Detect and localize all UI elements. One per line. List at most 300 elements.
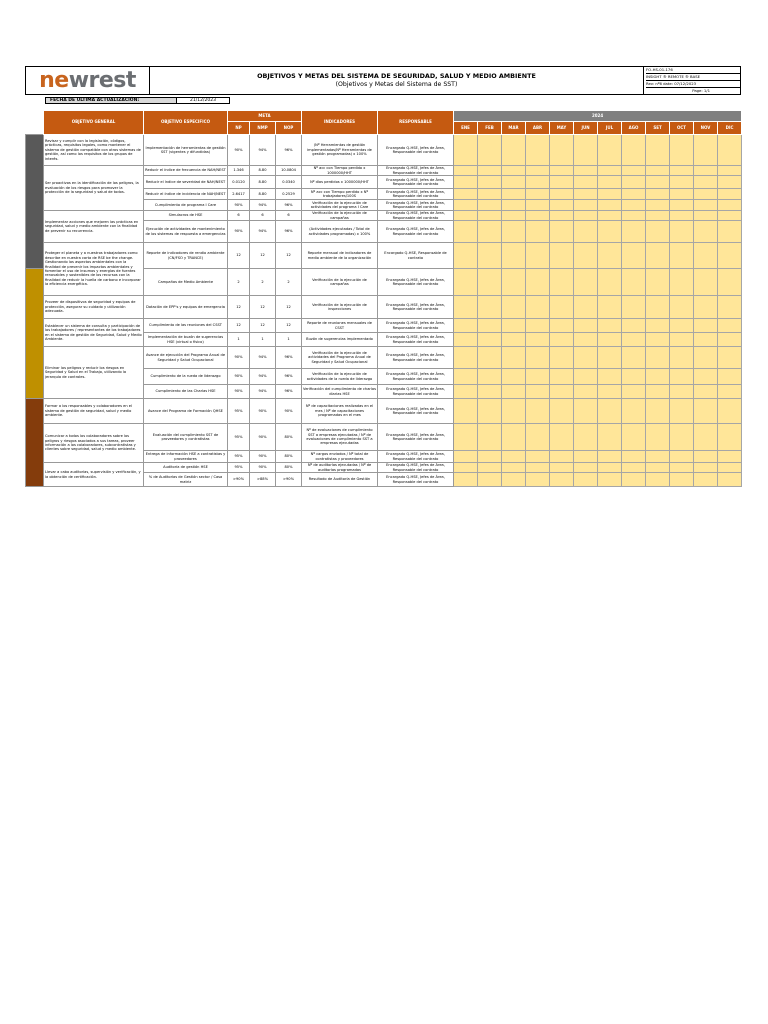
- table-row: [26, 399, 742, 424]
- month-cell: [478, 189, 502, 200]
- table-cell: Dotación de EPP's y equipos de emergencia: [144, 296, 228, 319]
- col-month-ago: AGO: [622, 122, 646, 135]
- month-cell: [670, 369, 694, 385]
- table-cell: Encargado Q-HSE, Jefes de Área, Responsable del contrato: [378, 166, 454, 176]
- col-objetivo-especifico: OBJETIVO ESPECIFICO: [144, 111, 228, 135]
- month-cell: [646, 166, 670, 176]
- col-month-nov: NOV: [694, 122, 718, 135]
- month-cell: [526, 424, 550, 451]
- table-cell: 90%: [250, 424, 276, 451]
- month-cell: [502, 347, 526, 369]
- month-cell: [574, 319, 598, 333]
- month-cell: [670, 451, 694, 463]
- document-header: [25, 66, 741, 95]
- month-cell: [454, 296, 478, 319]
- month-cell: [622, 243, 646, 269]
- table-cell: Encargado Q-HSE, Responsable de contrato: [378, 243, 454, 269]
- month-cell: [502, 135, 526, 166]
- month-cell: [670, 269, 694, 296]
- month-cell: [622, 200, 646, 211]
- last-update-label: FECHA DE ULTIMA ACTUALIZACIÓN:: [46, 98, 177, 103]
- month-cell: [454, 369, 478, 385]
- month-cell: [646, 347, 670, 369]
- month-cell: [526, 385, 550, 399]
- table-cell: Encargado Q-HSE, Jefes de Área, Responsable del contrato: [378, 473, 454, 487]
- table-cell: Comunicar a todos los colaboradores sobre los peligros y riesgos asociados a sus tareas, proveer información a los colaboradores, subcontratistas y clientes sobre seguridad, salud y medio ambiente.: [44, 424, 144, 463]
- month-cell: [454, 243, 478, 269]
- table-cell: 1: [250, 333, 276, 347]
- document-code: FO-HS-01-176: [646, 67, 740, 74]
- month-cell: [646, 463, 670, 473]
- col-month-jun: JUN: [574, 122, 598, 135]
- table-cell: Encargado Q-HSE, Jefes de Área, Responsable del contrato: [378, 424, 454, 451]
- table-cell: >88%: [250, 473, 276, 487]
- month-cell: [526, 211, 550, 221]
- document-sheet: [25, 66, 741, 484]
- table-cell: 12: [276, 319, 302, 333]
- month-cell: [526, 347, 550, 369]
- month-cell: [646, 451, 670, 463]
- month-cell: [622, 473, 646, 487]
- table-cell: 95%: [228, 399, 250, 424]
- month-cell: [574, 176, 598, 189]
- month-cell: [574, 221, 598, 243]
- month-cell: [502, 319, 526, 333]
- month-cell: [478, 424, 502, 451]
- table-cell: Llevar a cabo auditorías, supervisión y verificación, y la obtención de certificación.: [44, 463, 144, 487]
- month-cell: [646, 269, 670, 296]
- col-np: NP: [228, 122, 250, 135]
- table-cell: 6: [250, 211, 276, 221]
- month-cell: [646, 221, 670, 243]
- table-cell: 95%: [228, 451, 250, 463]
- category-proactivos: [26, 399, 44, 487]
- month-cell: [694, 166, 718, 176]
- month-cell: [526, 451, 550, 463]
- table-cell: 90%: [228, 200, 250, 211]
- month-cell: [574, 200, 598, 211]
- table-cell: Nº días perdidos x 1000000/HHT: [302, 176, 378, 189]
- month-cell: [622, 221, 646, 243]
- month-cell: [478, 399, 502, 424]
- month-cell: [694, 296, 718, 319]
- month-cell: [598, 189, 622, 200]
- table-cell: 95%: [228, 424, 250, 451]
- table-cell: 12: [228, 296, 250, 319]
- month-cell: [694, 243, 718, 269]
- month-cell: [718, 176, 742, 189]
- month-cell: [598, 200, 622, 211]
- month-cell: [454, 176, 478, 189]
- table-cell: Encargado Q-HSE, Jefes de Área, Responsable del contrato: [378, 463, 454, 473]
- month-cell: [502, 296, 526, 319]
- col-month-may: MAY: [550, 122, 574, 135]
- month-cell: [598, 269, 622, 296]
- month-cell: [646, 200, 670, 211]
- month-cell: [670, 463, 694, 473]
- month-cell: [718, 135, 742, 166]
- month-cell: [502, 243, 526, 269]
- document-title-block: [150, 67, 644, 94]
- table-cell: 8.80: [250, 189, 276, 200]
- month-cell: [646, 333, 670, 347]
- table-cell: Verificación de la ejecución de actividades del programa I Care: [302, 200, 378, 211]
- table-cell: Entrega de información HSE a contratistas y proveedores: [144, 451, 228, 463]
- month-cell: [718, 243, 742, 269]
- month-cell: [694, 319, 718, 333]
- month-cell: [670, 176, 694, 189]
- month-cell: [526, 243, 550, 269]
- col-month-ene: ENE: [454, 122, 478, 135]
- table-cell: Encargado Q-HSE, Jefes de Área, Responsable del contrato: [378, 385, 454, 399]
- month-cell: [478, 166, 502, 176]
- month-cell: [454, 399, 478, 424]
- month-cell: [550, 296, 574, 319]
- table-cell: 96%: [276, 347, 302, 369]
- table-cell: Cumplimiento de programa I Care: [144, 200, 228, 211]
- month-cell: [646, 385, 670, 399]
- month-cell: [502, 176, 526, 189]
- table-cell: 90%: [276, 399, 302, 424]
- month-cell: [454, 166, 478, 176]
- table-cell: Encargado Q-HSE, Jefes de Área, Responsable del contrato: [378, 399, 454, 424]
- month-cell: [622, 211, 646, 221]
- month-cell: [622, 347, 646, 369]
- month-cell: [622, 399, 646, 424]
- month-cell: [718, 211, 742, 221]
- month-cell: [718, 473, 742, 487]
- month-cell: [502, 333, 526, 347]
- month-cell: [718, 269, 742, 296]
- table-cell: Formar a los responsables y colaboradores en el sistema de gestión de seguridad, salud y medio ambiente.: [44, 399, 144, 424]
- month-cell: [646, 243, 670, 269]
- table-cell: 90%: [250, 463, 276, 473]
- month-cell: [478, 451, 502, 463]
- month-cell: [550, 211, 574, 221]
- month-cell: [574, 463, 598, 473]
- table-cell: 0.2529: [276, 189, 302, 200]
- table-cell: Resultado de Auditoría de Gestión: [302, 473, 378, 487]
- table-cell: 94%: [250, 135, 276, 166]
- month-cell: [502, 189, 526, 200]
- document-title: OBJETIVOS Y METAS DEL SISTEMA DE SEGURIDAD, SALUD Y MEDIO AMBIENTE: [257, 72, 536, 80]
- table-cell: 12: [250, 296, 276, 319]
- col-month-mar: MAR: [502, 122, 526, 135]
- table-cell: Implementación de herramientas de gestión SST (vigentes y difundidas): [144, 135, 228, 166]
- month-cell: [454, 463, 478, 473]
- month-cell: [574, 269, 598, 296]
- month-cell: [478, 135, 502, 166]
- table-cell: Reducir el índice de frecuencia de NAH/NEST: [144, 166, 228, 176]
- table-cell: Encargado Q-HSE, Jefes de Área, Responsable del contrato: [378, 451, 454, 463]
- table-cell: Ejecución de actividades de mantenimiento de los sistemas de respuesta a emergencias: [144, 221, 228, 243]
- month-cell: [694, 385, 718, 399]
- table-cell: Reporte mensual de indicadores de medio ambiente de la organización: [302, 243, 378, 269]
- table-cell: 12: [276, 243, 302, 269]
- table-cell: Evaluación del cumplimiento SST de proveedores y contratistas: [144, 424, 228, 451]
- month-cell: [550, 333, 574, 347]
- month-cell: [694, 463, 718, 473]
- month-cell: [670, 333, 694, 347]
- table-cell: 94%: [250, 221, 276, 243]
- month-cell: [694, 189, 718, 200]
- month-cell: [526, 319, 550, 333]
- table-row: [26, 319, 742, 333]
- table-cell: Ser proactivos en la identificación de los peligros, la evaluación de los riesgos para promover la protección de la seguridad y salud de todos.: [44, 166, 144, 211]
- table-cell: 8.80: [250, 176, 276, 189]
- month-cell: [598, 463, 622, 473]
- month-cell: [694, 399, 718, 424]
- month-cell: [526, 200, 550, 211]
- table-cell: 94%: [250, 347, 276, 369]
- month-cell: [694, 369, 718, 385]
- month-cell: [694, 221, 718, 243]
- table-cell: Nº de auditorías ejecutadas / Nº de auditorías programadas: [302, 463, 378, 473]
- month-cell: [622, 369, 646, 385]
- month-cell: [502, 451, 526, 463]
- month-cell: [574, 333, 598, 347]
- table-cell: 12: [250, 243, 276, 269]
- month-cell: [670, 166, 694, 176]
- table-cell: (Nº Herramientas de gestión implementadas/Nº Herramientas de gestión programadas) x 100%: [302, 135, 378, 166]
- table-cell: 6: [228, 211, 250, 221]
- month-cell: [646, 424, 670, 451]
- table-cell: 90%: [228, 385, 250, 399]
- month-cell: [574, 243, 598, 269]
- month-cell: [526, 221, 550, 243]
- table-cell: Avance del Programa de Formación QHSE: [144, 399, 228, 424]
- month-cell: [478, 319, 502, 333]
- month-cell: [598, 385, 622, 399]
- month-cell: [598, 451, 622, 463]
- table-cell: Implementar acciones que mejoren las prácticas en seguridad, salud y medio ambiente con la finalidad de prevenir su recurrencia.: [44, 211, 144, 243]
- table-cell: 94%: [250, 369, 276, 385]
- month-cell: [502, 424, 526, 451]
- month-cell: [574, 347, 598, 369]
- table-row: [26, 135, 742, 166]
- month-cell: [622, 176, 646, 189]
- month-cell: [598, 424, 622, 451]
- table-row: [26, 424, 742, 451]
- month-cell: [598, 473, 622, 487]
- month-cell: [718, 333, 742, 347]
- month-cell: [526, 135, 550, 166]
- month-cell: [670, 347, 694, 369]
- month-cell: [574, 135, 598, 166]
- table-cell: 1: [276, 333, 302, 347]
- month-cell: [694, 473, 718, 487]
- col-objetivo-general: OBJETIVO GENERAL: [44, 111, 144, 135]
- month-cell: [574, 296, 598, 319]
- month-cell: [478, 369, 502, 385]
- month-cell: [526, 333, 550, 347]
- month-cell: [502, 221, 526, 243]
- month-cell: [478, 269, 502, 296]
- table-cell: Cumplimiento de la rueda de liderazgo: [144, 369, 228, 385]
- table-cell: Encargado Q-HSE, Jefes de Área, Responsable del contrato: [378, 369, 454, 385]
- month-cell: [622, 333, 646, 347]
- month-cell: [502, 211, 526, 221]
- table-cell: 10.0804: [276, 166, 302, 176]
- table-cell: 0.0120: [228, 176, 250, 189]
- month-cell: [478, 176, 502, 189]
- table-cell: Nº de capacitaciones realizadas en el mes / Nº de capacitaciones programadas en el mes: [302, 399, 378, 424]
- table-cell: Verificación del cumplimiento de charlas diarias HSE: [302, 385, 378, 399]
- month-cell: [646, 399, 670, 424]
- month-cell: [550, 166, 574, 176]
- month-cell: [646, 319, 670, 333]
- month-cell: [718, 451, 742, 463]
- table-cell: 90%: [228, 221, 250, 243]
- month-cell: [622, 189, 646, 200]
- table-cell: Proveer de dispositivos de seguridad y equipos de protección, asegurar su cuidado y utilización adecuada.: [44, 296, 144, 319]
- table-cell: Verificación de la ejecución de campañas: [302, 211, 378, 221]
- month-cell: [574, 424, 598, 451]
- month-cell: [694, 200, 718, 211]
- month-cell: [718, 347, 742, 369]
- month-cell: [550, 200, 574, 211]
- table-cell: >90%: [228, 473, 250, 487]
- table-row: [26, 166, 742, 176]
- month-cell: [574, 399, 598, 424]
- table-cell: 12: [250, 319, 276, 333]
- month-cell: [478, 385, 502, 399]
- table-cell: 2: [250, 269, 276, 296]
- col-nmp: NMP: [250, 122, 276, 135]
- col-month-feb: FEB: [478, 122, 502, 135]
- month-cell: [598, 347, 622, 369]
- table-cell: 96%: [276, 385, 302, 399]
- month-cell: [478, 296, 502, 319]
- month-cell: [598, 369, 622, 385]
- month-cell: [598, 296, 622, 319]
- document-revision: Rev: nº6 date: 07/12/2023: [646, 81, 740, 88]
- document-area: INSIGHT ® REMOTE ® BASE: [646, 74, 740, 81]
- table-cell: 96%: [276, 369, 302, 385]
- month-cell: [502, 399, 526, 424]
- month-cell: [646, 296, 670, 319]
- table-cell: Reducir el índice de incidencia de NAH/NEST: [144, 189, 228, 200]
- month-cell: [454, 269, 478, 296]
- month-cell: [550, 424, 574, 451]
- table-row: [26, 347, 742, 369]
- month-cell: [454, 221, 478, 243]
- month-cell: [478, 473, 502, 487]
- month-cell: [478, 200, 502, 211]
- last-update-row: [45, 97, 230, 104]
- month-cell: [502, 200, 526, 211]
- month-cell: [550, 451, 574, 463]
- table-cell: Verificación de la ejecución de actividades del Programa Anual de Seguridad y Salud Ocupacional: [302, 347, 378, 369]
- month-cell: [670, 189, 694, 200]
- month-cell: [478, 463, 502, 473]
- table-cell: Establecer un sistema de consulta y participación de los trabajadores / representantes de los trabajadores en el sistema de gestión de Seguridad, Salud y Medio Ambiente.: [44, 319, 144, 347]
- month-cell: [598, 135, 622, 166]
- month-cell: [670, 200, 694, 211]
- month-cell: [550, 369, 574, 385]
- col-month-abr: ABR: [526, 122, 550, 135]
- table-cell: Eliminar los peligros y reducir los riesgos en Seguridad y Salud en el Trabajo, utilizando la jerarquía de controles.: [44, 347, 144, 399]
- table-cell: Encargado Q-HSE, Jefes de Área, Responsable del contrato: [378, 319, 454, 333]
- table-cell: Reporte de reuniones mensuales de CSST: [302, 319, 378, 333]
- table-cell: Encargado Q-HSE, Jefes de Área, Responsable del contrato: [378, 200, 454, 211]
- table-cell: Encargado Q-HSE, Jefes de Área, Responsable del contrato: [378, 347, 454, 369]
- month-cell: [622, 385, 646, 399]
- table-cell: Campañas de Medio Ambiente: [144, 269, 228, 296]
- month-cell: [454, 333, 478, 347]
- table-cell: Avance de ejecución del Programa Anual de Seguridad y Salud Ocupacional: [144, 347, 228, 369]
- table-cell: Verificación de la ejecución de inspecciones: [302, 296, 378, 319]
- month-cell: [550, 347, 574, 369]
- table-cell: Encargado Q-HSE, Jefes de Área, Responsable del contrato: [378, 333, 454, 347]
- table-cell: Encargado Q-HSE, Jefes de Área, Responsable del contrato: [378, 296, 454, 319]
- month-cell: [502, 473, 526, 487]
- month-cell: [526, 296, 550, 319]
- table-cell: 12: [228, 243, 250, 269]
- month-cell: [526, 166, 550, 176]
- month-cell: [574, 385, 598, 399]
- month-cell: [670, 319, 694, 333]
- month-cell: [718, 166, 742, 176]
- table-cell: 90%: [228, 347, 250, 369]
- month-cell: [694, 211, 718, 221]
- month-cell: [454, 385, 478, 399]
- objectives-table: [25, 110, 742, 487]
- month-cell: [694, 424, 718, 451]
- month-cell: [550, 243, 574, 269]
- month-cell: [478, 221, 502, 243]
- month-cell: [718, 189, 742, 200]
- table-cell: (Actividades ejecutadas / Total de actividades programadas) x 100%: [302, 221, 378, 243]
- table-row: [26, 211, 742, 221]
- month-cell: [670, 399, 694, 424]
- table-cell: Reducir el índice de severidad de NAH/NEST: [144, 176, 228, 189]
- month-cell: [526, 269, 550, 296]
- month-cell: [526, 189, 550, 200]
- month-cell: [670, 385, 694, 399]
- table-cell: Encargado Q-HSE, Jefes de Área, Responsable del contrato: [378, 221, 454, 243]
- month-cell: [646, 211, 670, 221]
- table-cell: 96%: [276, 200, 302, 211]
- table-cell: Nº acc con Tiempo perdido x Nº trabajadores/100S: [302, 189, 378, 200]
- month-cell: [502, 463, 526, 473]
- last-update-value: 21/12/2023: [190, 98, 216, 103]
- month-cell: [622, 451, 646, 463]
- table-cell: Nº de evaluaciones de cumplimiento SST a empresas ejecutadas / Nº de evaluaciones de cumplimiento SST a empresas ejecutadas: [302, 424, 378, 451]
- month-cell: [454, 424, 478, 451]
- table-cell: >90%: [276, 473, 302, 487]
- month-cell: [454, 135, 478, 166]
- col-indicadores: INDICADORES: [302, 111, 378, 135]
- month-cell: [718, 424, 742, 451]
- table-cell: Encargado Q-HSE, Jefes de Área, Responsable del contrato: [378, 189, 454, 200]
- table-cell: Cumplimiento de las reuniones del CSST: [144, 319, 228, 333]
- month-cell: [550, 385, 574, 399]
- month-cell: [550, 221, 574, 243]
- table-cell: 6: [276, 211, 302, 221]
- table-cell: 80%: [276, 451, 302, 463]
- month-cell: [694, 269, 718, 296]
- document-subtitle: (Objetivos y Metas del Sistema de SST): [335, 81, 458, 88]
- table-cell: 1: [228, 333, 250, 347]
- month-cell: [550, 269, 574, 296]
- table-cell: Encargado Q-HSE, Jefes de Área, Responsable del contrato: [378, 176, 454, 189]
- category-reactivos: [26, 135, 44, 269]
- month-cell: [574, 211, 598, 221]
- month-cell: [670, 424, 694, 451]
- table-cell: 90%: [228, 135, 250, 166]
- table-cell: Revisar y cumplir con la legislación, códigos, prácticas, requisitos legales, como mantener el sistema de gestión compatible con otros sistemas de gestión, así como los requisitos de los grupos de interés.: [44, 135, 144, 166]
